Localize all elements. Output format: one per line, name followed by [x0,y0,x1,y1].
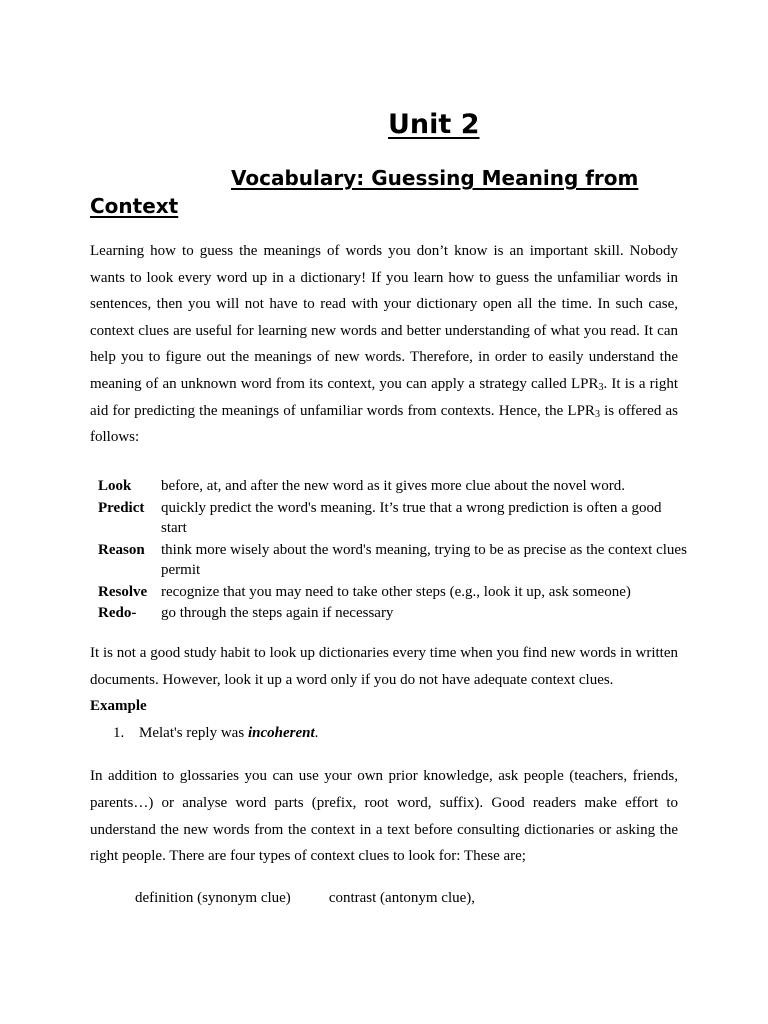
example-item [113,721,318,745]
context-clues-paragraph: In addition to glossaries you can use your own prior knowledge, ask people (teachers, friends, parents…) or analyse word parts (prefix, root word, suffix). Good readers make effort to understand the new words from the context in a text before consulting dictionaries or asking the right people. There are four types of context clues to look for: These are; [90,768,678,865]
intro-subscript-2: 3 [594,408,600,420]
intro-subscript-1: 3 [598,381,604,393]
lpr-step-description: recognize that you may need to take other steps (e.g., look it up, ask someone) [161,583,631,600]
study-habit-paragraph: It is not a good study habit to look up dictionaries every time when you find new words in written documents. However, look it up a word only if you do not have adequate context clues. [90,645,678,688]
intro-paragraph [90,238,678,451]
intro-text-2: . It is a right aid for predicting the meanings of unfamiliar words from contexts. Hence, the LPR [90,375,678,419]
clue-type-definition: definition (synonym clue) [135,890,291,906]
lpr-step [98,603,688,624]
section-title: Vocabulary: Guessing Meaning from Context [90,166,639,218]
example-keyword: incoherent [247,725,315,741]
example-sentence-start: Melat's reply was [139,725,248,741]
lpr-step-term: Resolve [98,583,148,600]
lpr-step-description: think more wisely about the word's meaning, trying to be as precise as the context clues permit [161,541,687,578]
lpr-step-description: before, at, and after the new word as it gives more clue about the novel word. [161,478,626,494]
clue-types-line [135,886,475,910]
lpr-steps-list [98,476,688,625]
lpr-step [98,498,688,539]
intro-text-3: is offered as follows: [90,402,679,446]
lpr-step [98,540,688,581]
lpr-step-description: quickly predict the word's meaning. It’s true that a wrong prediction is often a good start [161,499,662,536]
lpr-step-description: go through the steps again if necessary [161,605,394,621]
example-label: Example [90,698,147,714]
lpr-step [98,476,688,497]
lpr-step-term: Reason [98,541,145,558]
lpr-step-term: Predict [98,499,145,516]
example-number: 1. [113,725,125,741]
lpr-step-term: Look [98,478,132,494]
example-sentence-end: . [314,725,319,741]
lpr-step [98,582,688,603]
unit-title: Unit 2 [388,109,480,140]
clue-type-contrast: contrast (antonym clue), [328,890,476,906]
lpr-step-term: Redo- [98,605,137,621]
intro-text-1: Learning how to guess the meanings of words you don’t know is an important skill. Nobody wants to look every word up in a dictionary! If you learn how to guess the unfamiliar words in sentences, then you will not have to read with your dictionary open all the time. In such case, context clues are useful for learning new words and better understanding of what you read. It can help you to figure out the meanings of new words. Therefore, in order to easily understand the meaning of an unknown word from its context, you can apply a strategy called LPR [90,243,678,392]
